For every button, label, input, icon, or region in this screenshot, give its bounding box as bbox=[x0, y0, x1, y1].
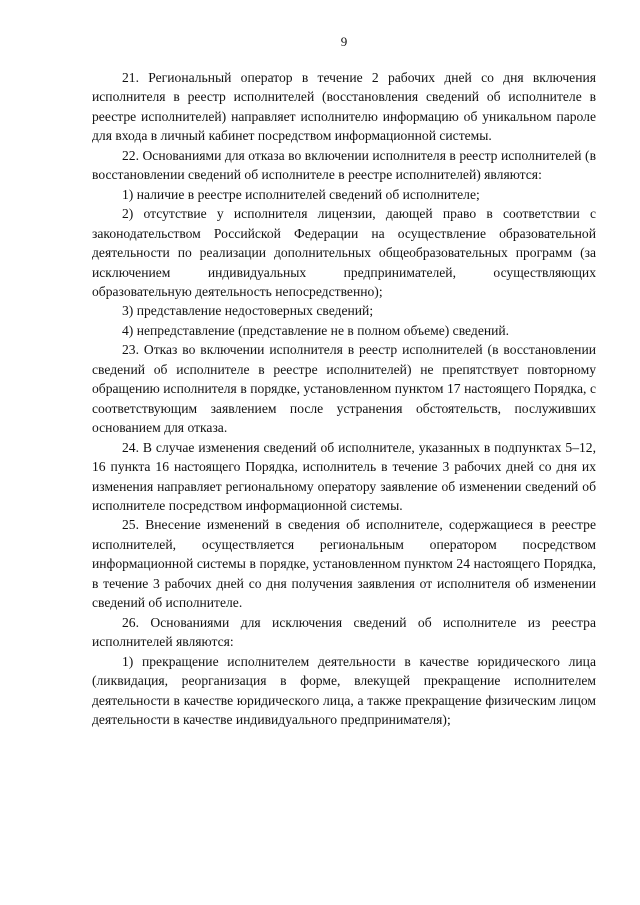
paragraph-24: 24. В случае изменения сведений об исполнителе, указанных в подпунктах 5–12, 16 пункта 16 настоящего Порядка, исполнитель в течение 3 рабочих дней со дня их изменения направляет региональному оператору заявление об изменении сведений об исполнителе посредством информационной системы. bbox=[92, 439, 596, 513]
paragraph-25: 25. Внесение изменений в сведения об исполнителе, содержащиеся в реестре исполнителей, осуществляется региональным оператором посредством информационной системы в порядке, установленном пунктом 24 настоящего Порядка, в течение 3 рабочих дней со дня получения заявления от исполнителя об изменении сведений об исполнителе. bbox=[92, 517, 596, 611]
paragraph-26-item-1: 1) прекращение исполнителем деятельности в качестве юридического лица (ликвидация, реорганизация в форме, влекущей прекращение исполнителем деятельности в качестве юридического лица, а также прекращение физическим лицом деятельности в качестве индивидуального предпринимателя); bbox=[92, 653, 596, 727]
paragraph-22-item-1: 1) наличие в реестре исполнителей сведений об исполнителе; bbox=[122, 186, 480, 202]
paragraph-22-item-3: 3) представление недостоверных сведений; bbox=[122, 303, 374, 319]
paragraph-22-item-2: 2) отсутствие у исполнителя лицензии, дающей право в соответствии с законодательством Российской Федерации на осуществление образовательной деятельности по реализации дополнительных общеобразовательных программ (за исключением индивидуальных предпринимателей, осуществляющих образовательную деятельность непосредственно); bbox=[92, 206, 596, 299]
document-body bbox=[92, 68, 596, 729]
paragraph-22: 22. Основаниями для отказа во включении исполнителя в реестр исполнителей (в восстановлении сведений об исполнителе в реестре исполнителей) являются: bbox=[92, 147, 596, 183]
paragraph-21: 21. Региональный оператор в течение 2 рабочих дней со дня включения исполнителя в реестр исполнителей (восстановления сведений об исполнителе в реестре исполнителей) направляет исполнителю информацию об уникальном пароле для входа в личный кабинет посредством информационной системы. bbox=[92, 70, 596, 144]
page-number: 9 bbox=[340, 34, 348, 49]
paragraph-26: 26. Основаниями для исключения сведений об исполнителе из реестра исполнителей являются: bbox=[92, 614, 596, 650]
paragraph-23: 23. Отказ во включении исполнителя в реестр исполнителей (в восстановлении сведений об исполнителе в реестре исполнителей) не препятствует повторному обращению исполнителя в порядке, установленном пунктом 17 настоящего Порядка, с соответствующим заявлением после устранения обстоятельств, послуживших основанием для отказа. bbox=[92, 342, 596, 436]
paragraph-22-item-4: 4) непредставление (представление не в полном объеме) сведений. bbox=[122, 322, 510, 338]
